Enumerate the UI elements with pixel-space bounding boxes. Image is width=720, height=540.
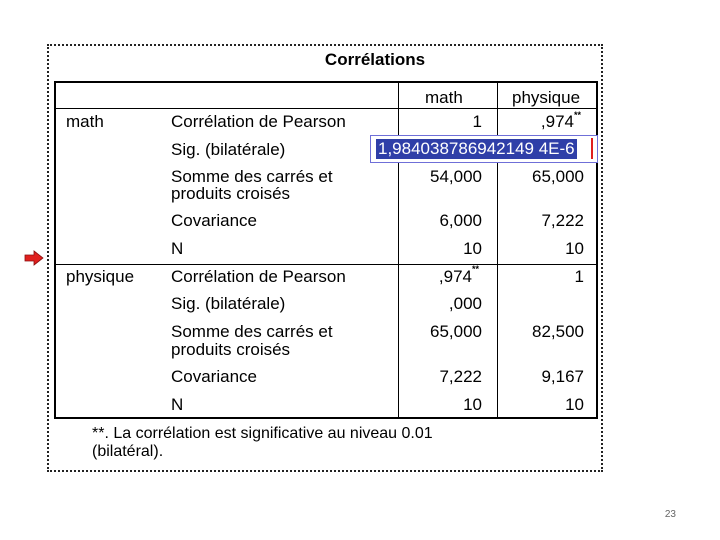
significance-marker: ** xyxy=(574,110,582,120)
row-stat-label: Somme des carrés et xyxy=(171,167,333,186)
footnote xyxy=(92,425,433,461)
significance-marker: ** xyxy=(472,264,480,274)
row-stat-label: Sig. (bilatérale) xyxy=(171,140,286,159)
table-cell[interactable]: 82,500 xyxy=(532,322,584,341)
row-stat-label: Covariance xyxy=(171,211,257,230)
footnote-line: (bilatéral). xyxy=(92,443,164,460)
table-cell[interactable]: 65,000 xyxy=(430,322,482,341)
page-number: 23 xyxy=(664,509,676,520)
table-cell[interactable]: 7,222 xyxy=(541,211,584,230)
table-title: Corrélations xyxy=(324,50,426,69)
text-caret xyxy=(591,138,593,159)
table-cell[interactable]: ,000 xyxy=(448,294,482,313)
row-stat-label: Corrélation de Pearson xyxy=(171,267,346,286)
row-stat-label: Corrélation de Pearson xyxy=(171,112,346,131)
table-cell[interactable]: 1 xyxy=(574,267,584,286)
table-cell[interactable]: 10 xyxy=(463,239,482,258)
group-divider xyxy=(54,264,598,265)
row-variable-physique: physique xyxy=(66,267,135,286)
row-stat-label: Somme des carrés et xyxy=(171,322,333,341)
table-cell[interactable]: 6,000 xyxy=(439,211,482,230)
selected-cell-text[interactable]: 1,984038786942149 4E-6 xyxy=(378,139,575,158)
column-header-math: math xyxy=(425,88,463,107)
table-cell[interactable]: 10 xyxy=(565,395,584,414)
table-cell[interactable]: 10 xyxy=(463,395,482,414)
table-cell[interactable]: ,974 xyxy=(540,112,574,131)
column-header-physique: physique xyxy=(512,88,581,107)
table-cell[interactable]: 7,222 xyxy=(439,367,482,386)
table-cell[interactable]: 1 xyxy=(472,112,482,131)
pointer-arrow-icon xyxy=(24,250,44,266)
row-stat-label-line2: produits croisés xyxy=(171,340,291,359)
table-cell[interactable]: 65,000 xyxy=(532,167,584,186)
col-divider-2 xyxy=(497,81,498,419)
row-stat-label: N xyxy=(171,395,184,414)
row-stat-label-line2: produits croisés xyxy=(171,184,291,203)
col-divider-1 xyxy=(398,81,399,419)
row-variable-math: math xyxy=(66,112,104,131)
table-cell[interactable]: 9,167 xyxy=(541,367,584,386)
row-stat-label: N xyxy=(171,239,184,258)
table-cell[interactable]: 54,000 xyxy=(430,167,482,186)
footnote-line: **. La corrélation est significative au niveau 0.01 xyxy=(92,425,433,442)
row-stat-label: Covariance xyxy=(171,367,257,386)
header-divider xyxy=(54,108,598,109)
table-cell[interactable]: 10 xyxy=(565,239,584,258)
table-cell[interactable]: ,974 xyxy=(438,267,472,286)
row-stat-label: Sig. (bilatérale) xyxy=(171,294,286,313)
